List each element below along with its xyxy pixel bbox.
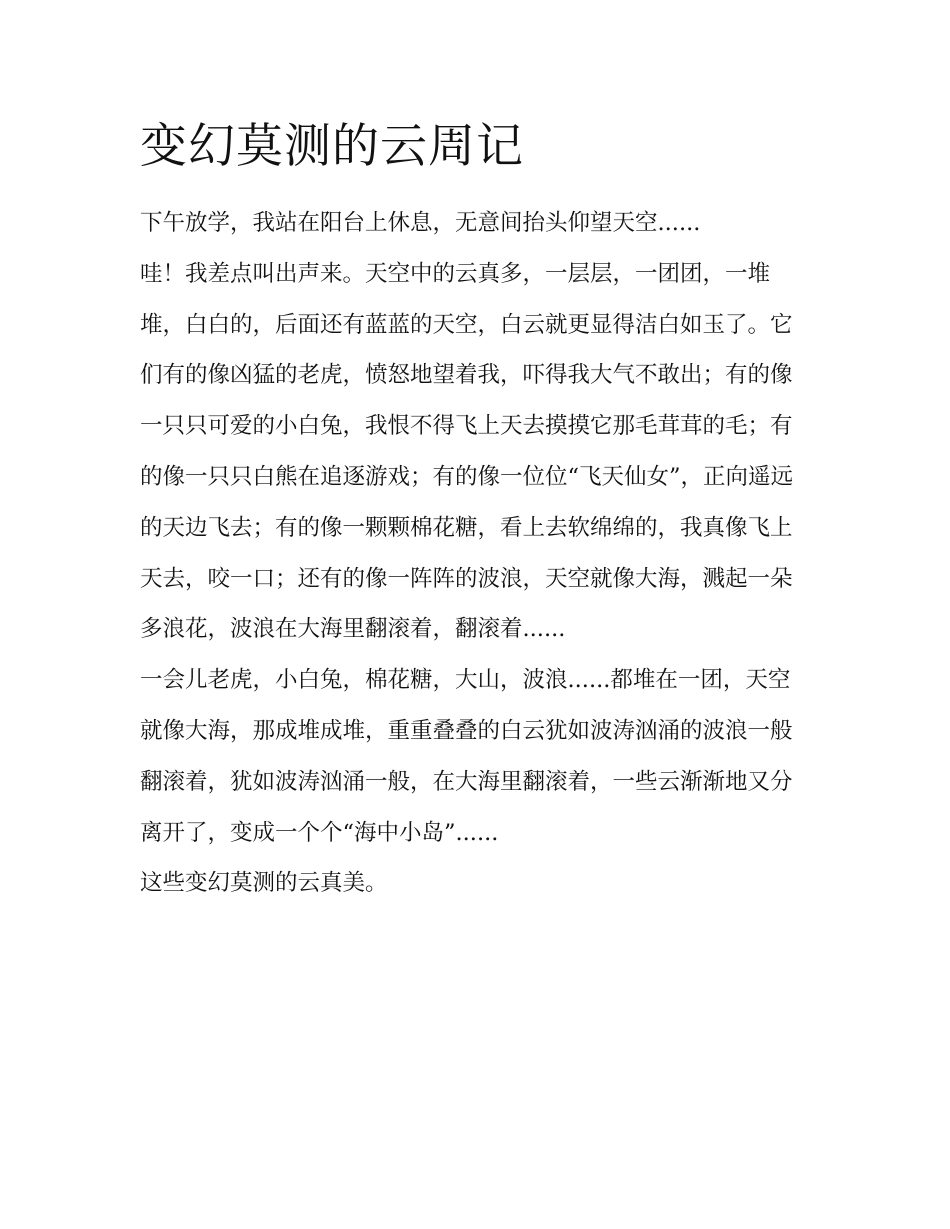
document-title: 变幻莫测的云周记 (140, 119, 524, 174)
paragraph-cloud-shapes: 哇！我差点叫出声来。天空中的云真多，一层层，一团团，一堆堆，白白的，后面还有蓝蓝的天空，白云就更显得洁白如玉了。它们有的像凶猛的老虎，愤怒地望着我，吓得我大气不敢出；有的像一只只可爱的小白兔，我恨不得飞上天去摸摸它那毛茸茸的毛；有的像一只只白熊在追逐游戏；有的像一位位“飞天仙女”，正向遥远的天边飞去；有的像一颗颗棉花糖，看上去软绵绵的，我真像飞上天去，咬一口；还有的像一阵阵的波浪，天空就像大海，溅起一朵多浪花，波浪在大海里翻滚着，翻滚着...... (140, 260, 794, 643)
paragraph-clouds-merge: 一会儿老虎，小白兔，棉花糖，大山，波浪......都堆在一团，天空就像大海，那成堆成堆，重重叠叠的白云犹如波涛汹涌的波浪一般翻滚着，犹如波涛汹涌一般，在大海里翻滚着，一些云渐渐地又分离开了，变成一个个“海中小岛”...... (140, 667, 793, 846)
paragraph-intro: 下午放学，我站在阳台上休息，无意间抬头仰望天空...... (140, 210, 701, 236)
document-body (140, 198, 812, 909)
paragraph-conclusion: 这些变幻莫测的云真美。 (140, 870, 388, 897)
